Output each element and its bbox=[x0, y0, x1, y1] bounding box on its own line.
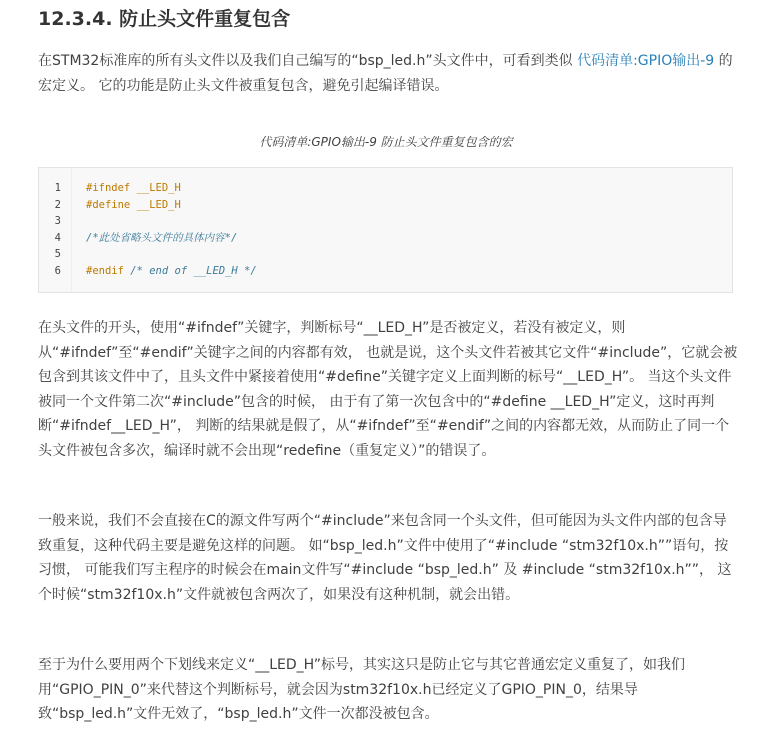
code-listing-link[interactable]: 代码清单:GPIO输出-9 bbox=[577, 53, 715, 69]
intro-paragraph bbox=[38, 49, 738, 98]
line-number: 1 bbox=[54, 182, 61, 194]
code-block bbox=[38, 167, 733, 293]
intro-text-before: 在STM32标准库的所有头文件以及我们自己编写的“bsp_led.h”头文件中，可看到类似 bbox=[38, 53, 578, 69]
code-caption: 代码清单:GPIO输出-9 防止头文件重复包含的宏 bbox=[259, 135, 513, 149]
line-number: 4 bbox=[54, 231, 61, 244]
code-line-ifndef: #ifndef __LED_H bbox=[86, 182, 181, 194]
naming-paragraph: 至于为什么要用两个下划线来定义“__LED_H”标号，其实这只是防止它与其它普通宏定义重复了，如我们用“GPIO_PIN_0”来代替这个判断标号，就会因为stm32f10x.h已经定义了GPIO_PIN_0，结果导致“bsp_led.h”文件无效了，“bsp_led.h”文件一次都没被包含。 bbox=[38, 657, 686, 722]
code-endif-keyword: #endif bbox=[86, 264, 131, 277]
code-line-endif bbox=[86, 263, 257, 280]
intro-text-after: 的宏定义。 它的功能是防止头文件被重复包含，避免引起编译错误。 bbox=[38, 53, 733, 94]
code-endif-comment: /* end of __LED_H */ bbox=[130, 264, 257, 277]
line-number: 2 bbox=[54, 198, 61, 211]
line-number: 5 bbox=[54, 248, 61, 260]
code-line-define: #define __LED_H bbox=[86, 198, 181, 211]
line-number: 3 bbox=[54, 215, 61, 227]
code-line-comment: /*此处省略头文件的具体内容*/ bbox=[86, 231, 238, 244]
line-number: 6 bbox=[54, 264, 61, 277]
section-heading: 12.3.4. 防止头文件重复包含 bbox=[38, 8, 291, 30]
explanation-paragraph: 在头文件的开头，使用“#ifndef”关键字，判断标号“__LED_H”是否被定义，若没有被定义，则从“#ifndef”至“#endif”关键字之间的内容都有效， 也就是说，这个头文件若被其它文件“#include”，它就会被包含到其该文件中了，且头文件中紧接着使用“#define”关键字定义上面判断的标号“__LED_H”。 当这个头文件被同一个文件第二次“#include”包含的时候， 由于有了第一次包含中的“#define __LED_H”定义，这时再判断“#ifndef__LED_H”， 判断的结果就是假了，从“#ifndef”至“#endif”之间的内容都无效，从而防止了同一个头文件被包含多次，编译时就不会出现“redefine（重复定义）”的错误了。 bbox=[38, 320, 738, 459]
line-number-gutter bbox=[39, 168, 72, 292]
usage-paragraph: 一般来说，我们不会直接在C的源文件写两个“#include”来包含同一个头文件，但可能因为头文件内部的包含导致重复，这种代码主要是避免这样的问题。 如“bsp_led.h”文件中使用了“#include “stm32f10x.h””语句，按习惯， 可能我们写主程序的时候会在main文件写“#include “bsp_led.h” 及 #include “stm32f10x.h””， 这个时候“stm32f10x.h”文件就被包含两次了，如果没有这种机制，就会出错。 bbox=[38, 513, 732, 603]
